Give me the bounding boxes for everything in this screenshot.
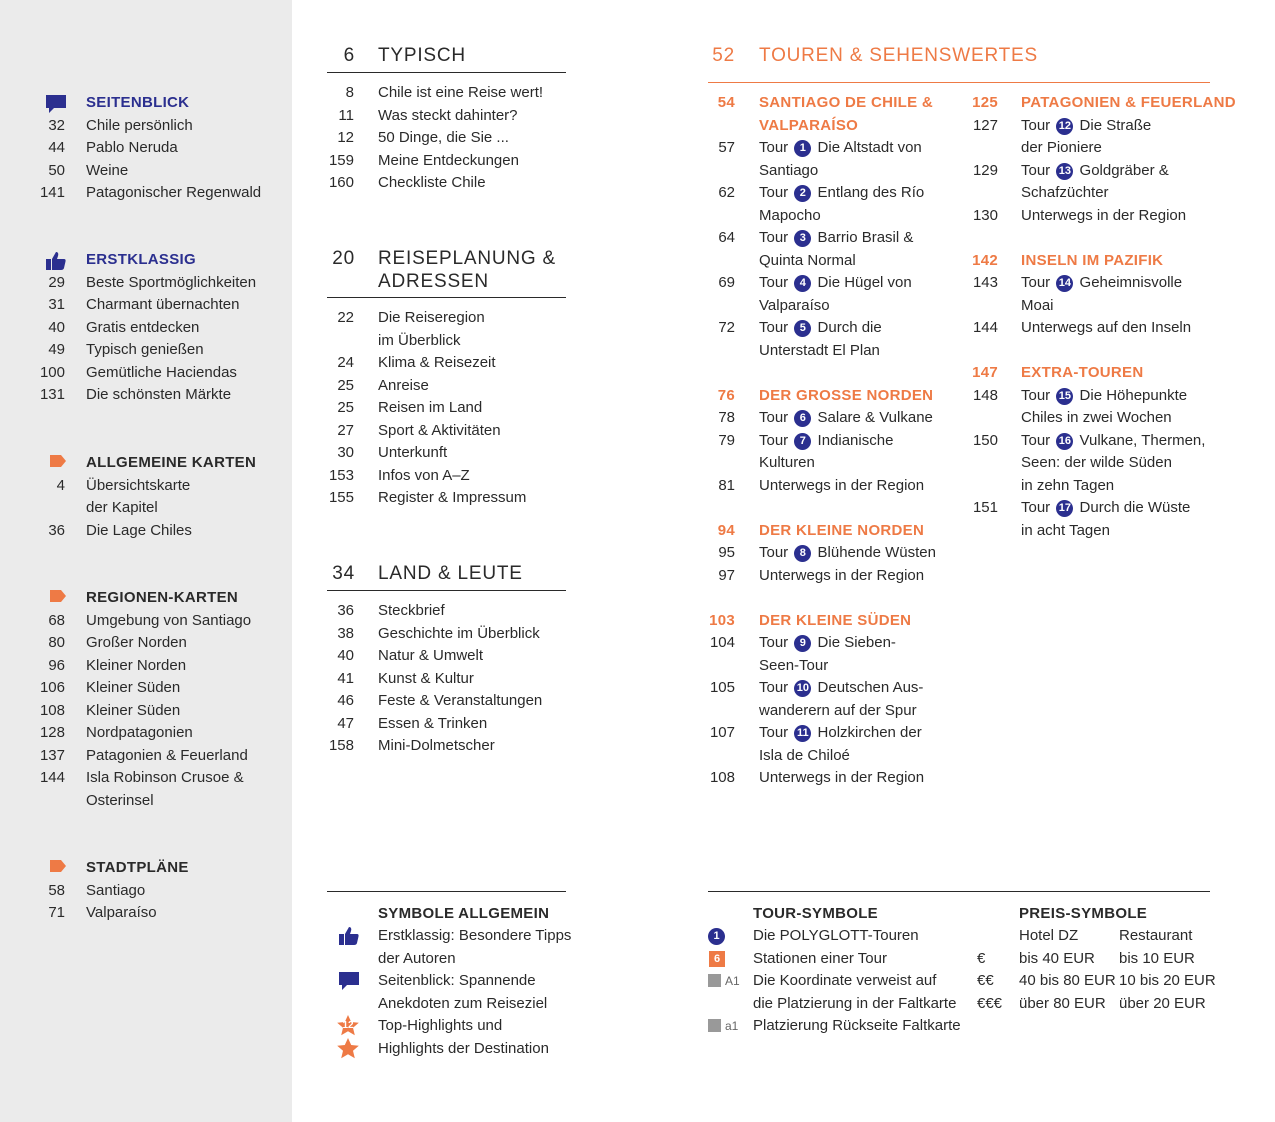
tour-label: Tour xyxy=(1021,274,1055,291)
page-number: 38 xyxy=(337,624,354,642)
tour-entry xyxy=(759,632,896,654)
tour-number-badge: 5 xyxy=(794,320,811,337)
page-number: 49 xyxy=(48,341,65,358)
tour-entry xyxy=(1021,430,1205,452)
tour-entry: wanderern auf der Spur xyxy=(759,701,917,719)
page-number xyxy=(958,520,998,542)
sidebar-section-title: ALLGEMEINE KARTEN xyxy=(86,454,257,471)
region-heading: DER KLEINE SÜDEN xyxy=(759,611,912,629)
map-coordinate-icon xyxy=(708,1019,738,1033)
tour-title: Die Sieben- xyxy=(813,634,896,651)
tour-label: Tour xyxy=(759,679,793,696)
price-restaurant: bis 10 EUR xyxy=(1119,949,1195,967)
page-number: 141 xyxy=(39,184,65,201)
tour-entry xyxy=(1021,272,1182,294)
page-number: 137 xyxy=(39,746,65,764)
page-number: 103 xyxy=(709,611,735,629)
page-number xyxy=(30,790,65,812)
tour-label: Tour xyxy=(759,229,793,246)
page-number xyxy=(958,475,998,497)
price-hotel: über 80 EUR xyxy=(1019,994,1106,1012)
page-number: 130 xyxy=(972,206,998,224)
page-number: 22 xyxy=(337,309,354,326)
section-divider xyxy=(327,297,566,298)
page-number: 96 xyxy=(48,656,65,674)
tour-entry xyxy=(1021,115,1151,137)
page-number xyxy=(695,250,735,272)
page-number: 143 xyxy=(972,274,998,291)
sidebar-entry: Kleiner Süden xyxy=(86,679,181,696)
folded-map-glyph xyxy=(708,974,721,987)
page-number: 62 xyxy=(718,184,735,201)
page-number: 31 xyxy=(48,296,65,313)
page-number: 69 xyxy=(718,274,735,291)
page-number xyxy=(958,137,998,159)
station-badge: 6 xyxy=(709,951,725,967)
tour-entry: Kulturen xyxy=(759,454,815,471)
sidebar-entry: Patagonien & Feuerland xyxy=(86,746,248,764)
legend-text: Die Koordinate verweist auf xyxy=(753,972,937,989)
sidebar-entry: Patagonischer Regenwald xyxy=(86,184,262,201)
tour-entry xyxy=(759,722,922,744)
sidebar-entry: Osterinsel xyxy=(86,791,154,809)
tour-number-badge: 13 xyxy=(1056,163,1073,180)
page-number: 127 xyxy=(972,116,998,134)
tour-number-badge: 6 xyxy=(794,410,811,427)
toc-entry: Klima & Reisezeit xyxy=(378,354,496,371)
page-number: 144 xyxy=(39,769,65,786)
price-hotel: 40 bis 80 EUR xyxy=(1019,972,1116,989)
tour-label: Tour xyxy=(759,724,793,741)
speech-bubble-icon xyxy=(338,971,360,995)
sidebar-entry: Großer Norden xyxy=(86,634,187,651)
chapter-page-number: 34 xyxy=(332,563,355,584)
tour-number-badge: 3 xyxy=(794,230,811,247)
tour-entry xyxy=(759,182,924,204)
tour-label: Tour xyxy=(1021,431,1055,449)
tour-number-badge: 12 xyxy=(1056,118,1073,135)
tour-title: Durch die xyxy=(813,319,882,336)
tour-title: Barrio Brasil & xyxy=(813,229,914,246)
page-number: 71 xyxy=(48,904,65,921)
sidebar-entry: Übersichtskarte xyxy=(86,476,191,494)
page-number: 80 xyxy=(48,634,65,651)
toc-entry: Chile ist eine Reise wert! xyxy=(378,84,544,101)
legend-text: Erstklassig: Besondere Tipps xyxy=(378,927,572,944)
toc-entry: Was steckt dahinter? xyxy=(378,106,518,124)
toc-entry: Unterkunft xyxy=(378,444,448,461)
numbered-star-icon xyxy=(336,1014,360,1038)
page-number: 81 xyxy=(718,476,735,494)
toc-entry: Geschichte im Überblick xyxy=(378,624,540,642)
tour-entry: Unterwegs in der Region xyxy=(759,769,925,786)
page-number: 40 xyxy=(337,647,354,664)
touren-title: TOUREN & SEHENSWERTES xyxy=(759,45,1038,66)
tour-number-badge: 7 xyxy=(794,433,811,450)
sidebar-entry: Kleiner Süden xyxy=(86,701,181,719)
legend-divider xyxy=(327,891,566,892)
tour-entry xyxy=(759,272,912,294)
page-number: 46 xyxy=(337,692,354,709)
tour-label: Tour xyxy=(759,634,793,651)
page-number: 58 xyxy=(48,881,65,899)
star-number: 12 xyxy=(342,1020,354,1031)
page-number: 25 xyxy=(337,376,354,394)
tour-title: Goldgräber & xyxy=(1075,161,1169,179)
toc-entry: Checkliste Chile xyxy=(378,174,486,191)
legend-text: Die POLYGLOTT-Touren xyxy=(753,927,919,944)
sidebar-entry: Isla Robinson Crusoe & xyxy=(86,769,244,786)
page-number: 148 xyxy=(972,386,998,404)
toc-entry: Die Reiseregion xyxy=(378,309,485,326)
page-number: 79 xyxy=(718,431,735,449)
page-number: 129 xyxy=(972,161,998,179)
section-divider xyxy=(327,590,566,591)
page-number: 36 xyxy=(48,521,65,539)
tour-label: Tour xyxy=(1021,499,1055,516)
price-symbol: €€€ xyxy=(977,994,1003,1012)
tour-label: Tour xyxy=(759,409,793,426)
page-number: 104 xyxy=(709,634,735,651)
page-number xyxy=(695,655,735,677)
section-divider xyxy=(708,82,1210,83)
toc-entry: im Überblick xyxy=(378,331,461,349)
tour-entry: Unterstadt El Plan xyxy=(759,341,880,359)
reiseplanung-title: REISEPLANUNG & xyxy=(378,248,557,269)
toc-entry: Mini-Dolmetscher xyxy=(378,737,495,754)
sidebar-entry: Umgebung von Santiago xyxy=(86,611,252,629)
page-number xyxy=(695,205,735,227)
price-restaurant: über 20 EUR xyxy=(1119,994,1206,1012)
star-icon xyxy=(336,1037,360,1065)
legend-text: die Platzierung in der Faltkarte xyxy=(753,994,957,1012)
tour-title: Durch die Wüste xyxy=(1075,499,1191,516)
tour-label: Tour xyxy=(759,431,793,449)
tour-entry xyxy=(759,227,913,249)
tour-number-badge: 9 xyxy=(794,635,811,652)
toc-entry: Natur & Umwelt xyxy=(378,647,484,664)
page-number: 24 xyxy=(337,354,354,371)
land-leute-title: LAND & LEUTE xyxy=(378,563,523,584)
tour-entry xyxy=(1021,160,1169,182)
tour-entry xyxy=(759,317,882,339)
tour-entry xyxy=(759,137,922,159)
map-tag-icon xyxy=(49,454,67,472)
sidebar-entry: Gemütliche Haciendas xyxy=(86,363,237,381)
page-number: 78 xyxy=(718,409,735,426)
page-number: 25 xyxy=(337,399,354,416)
coordinate-label: A1 xyxy=(725,974,740,988)
page-number: 147 xyxy=(972,364,998,381)
tour-entry: Seen: der wilde Süden xyxy=(1021,454,1172,471)
tour-number-badge: 1 xyxy=(794,140,811,157)
region-heading: DER GROSSE NORDEN xyxy=(759,386,934,404)
page-number: 125 xyxy=(972,94,998,111)
tour-title: Holzkirchen der xyxy=(813,724,922,741)
tour-number-badge: 14 xyxy=(1056,275,1073,292)
page-number xyxy=(695,160,735,182)
tour-title: Entlang des Río xyxy=(813,184,925,201)
tour-entry: in zehn Tagen xyxy=(1021,476,1115,494)
tour-entry: Mapocho xyxy=(759,206,821,224)
price-hotel: bis 40 EUR xyxy=(1019,949,1095,967)
toc-entry: Sport & Aktivitäten xyxy=(378,421,501,439)
tour-title: Vulkane, Thermen, xyxy=(1075,431,1206,449)
toc-entry: Essen & Trinken xyxy=(378,714,488,732)
page-number xyxy=(958,407,998,429)
sidebar-entry: Nordpatagonien xyxy=(86,724,193,741)
tour-entry: Unterwegs in der Region xyxy=(1021,206,1187,224)
tour-entry: Santiago xyxy=(759,161,819,179)
sidebar-section-title: STADTPLÄNE xyxy=(86,859,189,876)
page-number: 108 xyxy=(709,769,735,786)
page-number: 107 xyxy=(709,724,735,741)
tour-entry: Quinta Normal xyxy=(759,251,856,269)
tour-title: Die Straße xyxy=(1075,116,1152,134)
tour-entry: Unterwegs in der Region xyxy=(759,566,925,584)
page-number: 47 xyxy=(337,714,354,732)
typisch-title: TYPISCH xyxy=(378,45,466,66)
page-number: 144 xyxy=(972,319,998,336)
tour-entry xyxy=(759,677,923,699)
sidebar-entry: Die schönsten Märkte xyxy=(86,386,232,403)
tour-entry: Seen-Tour xyxy=(759,656,829,674)
legend-allgemein-title: SYMBOLE ALLGEMEIN xyxy=(378,905,550,922)
page-number: 36 xyxy=(337,602,354,619)
map-coordinate-icon xyxy=(708,974,740,988)
region-heading: EXTRA-TOUREN xyxy=(1021,364,1144,381)
reiseplanung-title-line2: ADRESSEN xyxy=(378,270,489,292)
tour-title: Die Höhepunkte xyxy=(1075,386,1188,404)
page-number: 105 xyxy=(709,679,735,696)
sidebar-entry: Valparaíso xyxy=(86,904,157,921)
preis-header-hotel: Hotel DZ xyxy=(1019,927,1079,944)
tour-number-badge: 1 xyxy=(708,928,725,945)
tour-label: Tour xyxy=(1021,161,1055,179)
sidebar-section-title: REGIONEN-KARTEN xyxy=(86,589,239,606)
page-number: 142 xyxy=(972,251,998,269)
tour-entry: Unterwegs auf den Inseln xyxy=(1021,319,1192,336)
tour-title: Geheimnisvolle xyxy=(1075,274,1183,291)
sidebar-entry: Typisch genießen xyxy=(86,341,204,358)
toc-entry: Meine Entdeckungen xyxy=(378,151,519,169)
page-number: 57 xyxy=(718,139,735,156)
tour-entry: in acht Tagen xyxy=(1021,521,1110,539)
sidebar-entry: Chile persönlich xyxy=(86,116,193,134)
legend-text: der Autoren xyxy=(378,949,456,967)
tour-label: Tour xyxy=(759,319,793,336)
sidebar-entry: Santiago xyxy=(86,881,146,899)
page-number xyxy=(30,497,65,519)
tour-label: Tour xyxy=(1021,116,1055,134)
tour-entry: Unterwegs in der Region xyxy=(759,476,925,494)
tour-title: Indianische xyxy=(813,431,894,449)
tour-title: Salare & Vulkane xyxy=(813,409,933,426)
tour-entry xyxy=(759,430,893,452)
sidebar-entry: Die Lage Chiles xyxy=(86,521,192,539)
toc-entry: Kunst & Kultur xyxy=(378,669,474,687)
sidebar-entry: Gratis entdecken xyxy=(86,318,200,336)
legend-text: Seitenblick: Spannende xyxy=(378,972,536,989)
page-number: 158 xyxy=(328,737,354,754)
section-divider xyxy=(327,72,566,73)
tour-entry xyxy=(759,407,933,429)
sidebar-section-title: ERSTKLASSIG xyxy=(86,251,196,268)
page-number: 54 xyxy=(717,94,735,111)
page-number xyxy=(695,115,735,137)
legend-text: Anekdoten zum Reiseziel xyxy=(378,994,548,1012)
region-heading: INSELN IM PAZIFIK xyxy=(1021,251,1164,269)
page-number xyxy=(695,340,735,362)
page-number: 32 xyxy=(48,116,65,134)
toc-entry: Steckbrief xyxy=(378,602,445,619)
page-number: 8 xyxy=(345,84,354,101)
region-heading: SANTIAGO DE CHILE & xyxy=(759,94,934,111)
page-number: 160 xyxy=(328,174,354,191)
tour-entry xyxy=(1021,385,1187,407)
page-number: 151 xyxy=(972,499,998,516)
thumbs-up-icon xyxy=(338,926,360,950)
page-number: 76 xyxy=(717,386,735,404)
page-number: 11 xyxy=(338,106,354,124)
tour-number-badge: 17 xyxy=(1056,500,1073,517)
tour-number-badge: 15 xyxy=(1056,388,1073,405)
map-tag-icon xyxy=(49,589,67,607)
region-heading: PATAGONIEN & FEUERLAND xyxy=(1021,94,1236,111)
page-number: 72 xyxy=(718,319,735,336)
page-number xyxy=(320,330,354,352)
sidebar-section-title: SEITENBLICK xyxy=(86,94,190,111)
page-number: 131 xyxy=(39,386,65,403)
price-symbol: € xyxy=(977,949,986,967)
page-number: 40 xyxy=(48,318,65,336)
sidebar-entry: Charmant übernachten xyxy=(86,296,240,313)
tour-entry xyxy=(1021,497,1190,519)
tour-entry: Moai xyxy=(1021,296,1054,314)
page-number: 106 xyxy=(39,679,65,696)
page-number: 128 xyxy=(39,724,65,741)
tour-title: Die Altstadt von xyxy=(813,139,922,156)
tour-entry xyxy=(759,542,936,564)
tour-number-badge: 8 xyxy=(794,545,811,562)
tour-entry: Isla de Chiloé xyxy=(759,746,850,764)
preis-header-restaurant: Restaurant xyxy=(1119,927,1193,944)
page-number xyxy=(958,295,998,317)
page-number xyxy=(695,700,735,722)
toc-entry: Feste & Veranstaltungen xyxy=(378,692,543,709)
page-number: 30 xyxy=(337,444,354,461)
tour-entry: Schafzüchter xyxy=(1021,184,1109,201)
page-number: 97 xyxy=(718,566,735,584)
page-number: 29 xyxy=(48,273,65,291)
legend-text: Top-Highlights und xyxy=(378,1017,503,1034)
page-number: 64 xyxy=(718,229,735,246)
tour-label: Tour xyxy=(759,544,793,561)
legend-text: Highlights der Destination xyxy=(378,1039,549,1057)
page-number: 95 xyxy=(718,544,735,561)
tour-title: Deutschen Aus- xyxy=(813,679,924,696)
region-heading: DER KLEINE NORDEN xyxy=(759,521,925,539)
page-number: 44 xyxy=(48,139,65,156)
page-number xyxy=(958,182,998,204)
tour-label: Tour xyxy=(759,274,793,291)
price-symbol: €€ xyxy=(977,972,994,989)
tour-title: Die Hügel von xyxy=(813,274,912,291)
sidebar-entry: Beste Sportmöglichkeiten xyxy=(86,273,257,291)
toc-entry: Infos von A–Z xyxy=(378,466,470,484)
legend-text: Platzierung Rückseite Faltkarte xyxy=(753,1017,961,1034)
tour-number-badge: 16 xyxy=(1056,433,1073,450)
toc-entry: 50 Dinge, die Sie ... xyxy=(378,129,509,146)
page-number: 41 xyxy=(337,669,354,687)
page-number: 150 xyxy=(972,431,998,449)
tour-number-badge: 10 xyxy=(794,680,811,697)
page-number: 4 xyxy=(56,476,65,494)
sidebar-entry: Kleiner Norden xyxy=(86,656,187,674)
page-number xyxy=(695,452,735,474)
tour-title: Blühende Wüsten xyxy=(813,544,936,561)
toc-entry: Reisen im Land xyxy=(378,399,483,416)
sidebar-entry: Weine xyxy=(86,161,129,179)
legend-divider xyxy=(708,891,1210,892)
page-number xyxy=(958,452,998,474)
legend-text: Stationen einer Tour xyxy=(753,949,887,967)
page-number: 94 xyxy=(717,521,735,539)
chapter-page-number: 20 xyxy=(332,248,355,269)
page-number: 155 xyxy=(328,489,354,506)
tour-label: Tour xyxy=(1021,386,1055,404)
page-number: 68 xyxy=(48,611,65,629)
page-number xyxy=(695,745,735,767)
map-tag-icon xyxy=(49,859,67,877)
toc-entry: Anreise xyxy=(378,376,429,394)
tour-label: Tour xyxy=(759,184,793,201)
price-restaurant: 10 bis 20 EUR xyxy=(1119,972,1216,989)
tour-number-badge: 2 xyxy=(794,185,811,202)
legend-preis-title: PREIS-SYMBOLE xyxy=(1019,905,1148,922)
page-number: 12 xyxy=(337,129,354,146)
tour-label: Tour xyxy=(759,139,793,156)
tour-number-badge: 11 xyxy=(794,725,811,742)
page-number: 108 xyxy=(39,701,65,719)
tour-entry: der Pioniere xyxy=(1021,139,1102,156)
toc-entry: Register & Impressum xyxy=(378,489,527,506)
tour-entry: Valparaíso xyxy=(759,296,830,314)
coordinate-label: a1 xyxy=(725,1019,739,1033)
tour-number-badge: 4 xyxy=(794,275,811,292)
page-number: 27 xyxy=(337,421,354,439)
tour-entry: Chiles in zwei Wochen xyxy=(1021,409,1172,426)
sidebar-entry: Pablo Neruda xyxy=(86,139,178,156)
legend-tour-title: TOUR-SYMBOLE xyxy=(753,905,878,922)
sidebar-entry: der Kapitel xyxy=(86,499,158,516)
page-number xyxy=(695,295,735,317)
chapter-page-number: 6 xyxy=(343,45,355,66)
page-number: 100 xyxy=(39,363,65,381)
page-number: 153 xyxy=(328,466,354,484)
region-heading: VALPARAÍSO xyxy=(759,116,859,134)
chapter-page-number: 52 xyxy=(712,45,735,66)
folded-map-glyph xyxy=(708,1019,721,1032)
page-number: 50 xyxy=(48,161,65,179)
page-number: 159 xyxy=(328,151,354,169)
